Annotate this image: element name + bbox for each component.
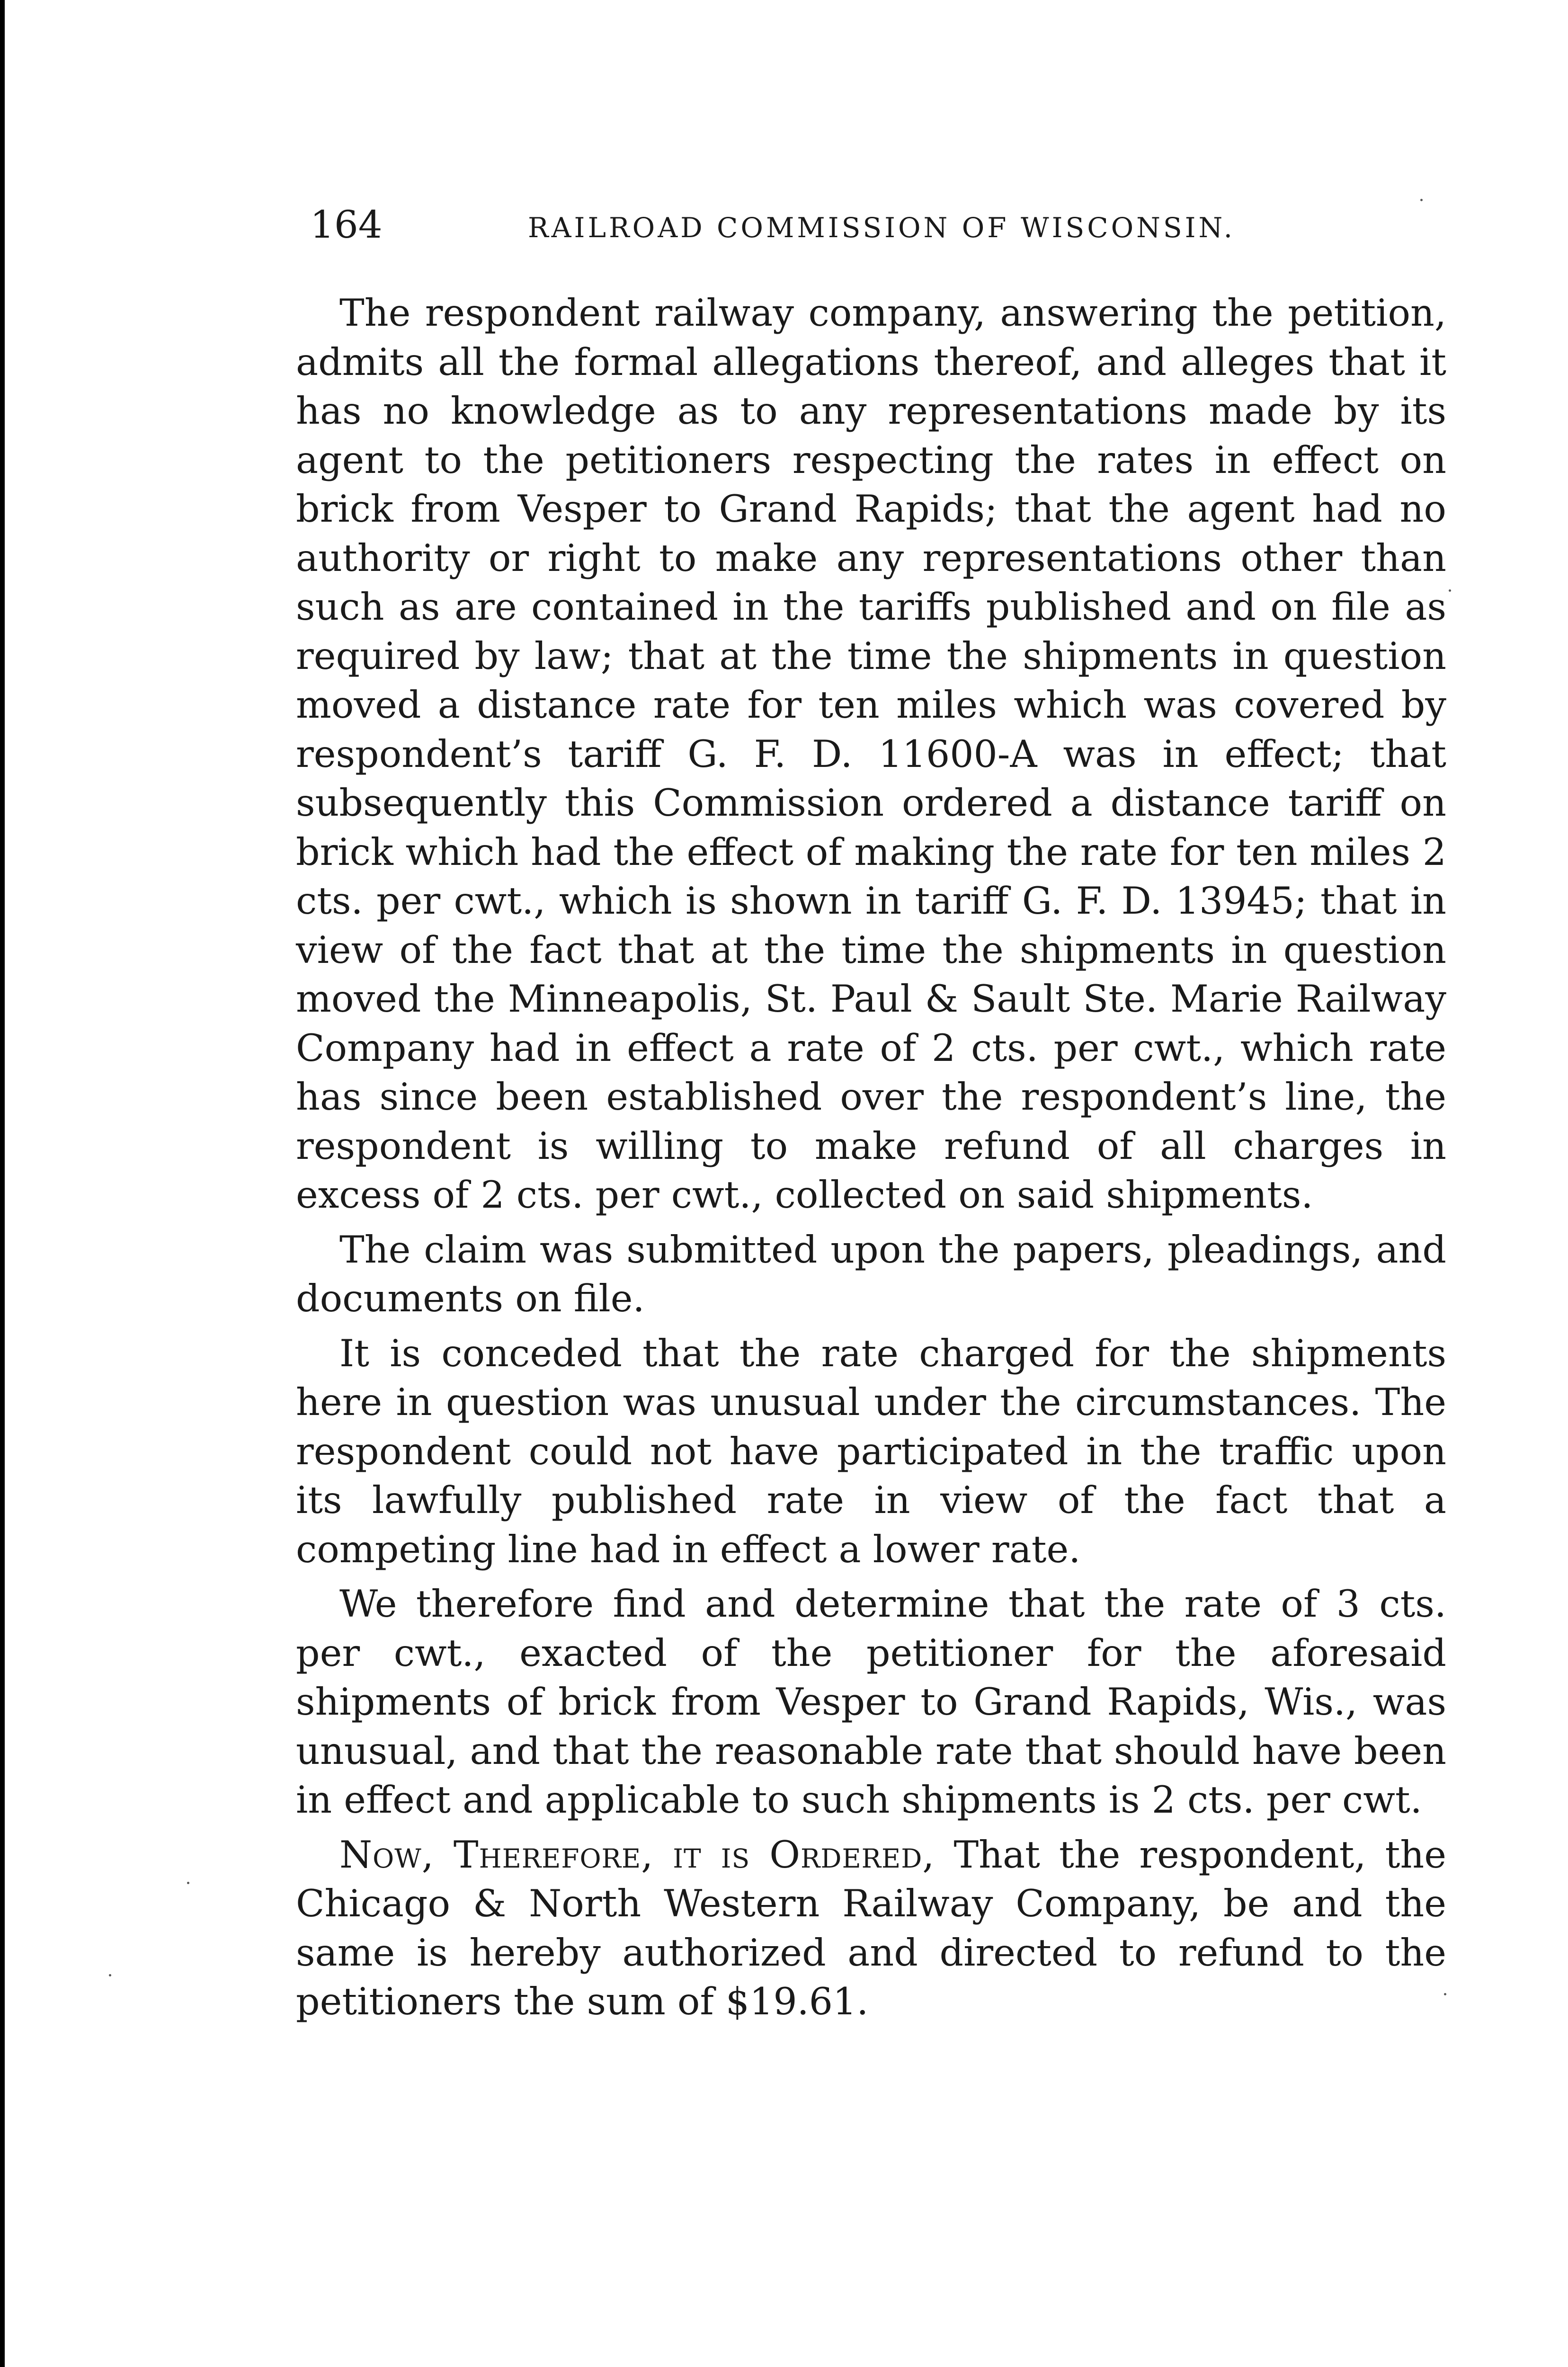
running-title: RAILROAD COMMISSION OF WISCONSIN. (528, 212, 1236, 244)
order-lead-phrase: Now, Therefore, it is Ordered, (339, 1833, 935, 1877)
paragraph-rate-conceded: It is conceded that the rate charged for the shipments here in question was unusual under the circumstances. The respondent could not have participated in the traffic upon its lawfully published rate in view of the fact that a competing line had in effect a lower rate. (296, 1331, 1446, 1571)
order-text: That the respondent, the Chicago & North Western Railway Company, be and the same is hereby authorized and directed to refund to the petitioners the sum of $19.61. (296, 1833, 1446, 2023)
scan-speck (1420, 199, 1423, 201)
page-header (310, 199, 1446, 251)
scan-speck (109, 1974, 111, 1976)
paragraph-finding: We therefore find and determine that the rate of 3 cts. per cwt., exacted of the petitioner for the aforesaid shipments of brick from Vesper to Grand Rapids, Wis., was unusual, and that the reasonable rate that should have been in effect and applicable to such shipments is 2 cts. per cwt. (296, 1582, 1446, 1822)
scan-left-edge (0, 0, 5, 2367)
paragraph-claim-submitted: The claim was submitted upon the papers, pleadings, and documents on file. (296, 1228, 1446, 1320)
page-number: 164 (310, 203, 383, 247)
document-body (296, 289, 1446, 2032)
scan-speck (187, 1882, 189, 1884)
paragraph-respondent-answer: The respondent railway company, answering the petition, admits all the formal allegations thereof, and alleges that it has no knowledge as to any representations made by its agent to the petitioners respecting the rates in effect on brick from Vesper to Grand Rapids; that the agent had no authority or right to make any representations other than such as are contained in the tariffs published and on file as required by law; that at the time the shipments in question moved a distance rate for ten miles which was covered by respondent’s tariff G. F. D. 11600-A was in effect; that subsequently this Commission ordered a distance tariff on brick which had the effect of making the rate for ten miles 2 cts. per cwt., which is shown in tariff G. F. D. 13945; that in view of the fact that at the time the shipments in question moved the Minneapolis, St. Paul & Sault Ste. Marie Railway Company had in effect a rate of 2 cts. per cwt., which rate has since been established over the respondent’s line, the respondent is willing to make refund of all charges in excess of 2 cts. per cwt., collected on said shipments. (296, 291, 1446, 1217)
scan-speck (1449, 589, 1451, 592)
scan-speck (1444, 1993, 1446, 1995)
paragraph-order (296, 1831, 1446, 2027)
